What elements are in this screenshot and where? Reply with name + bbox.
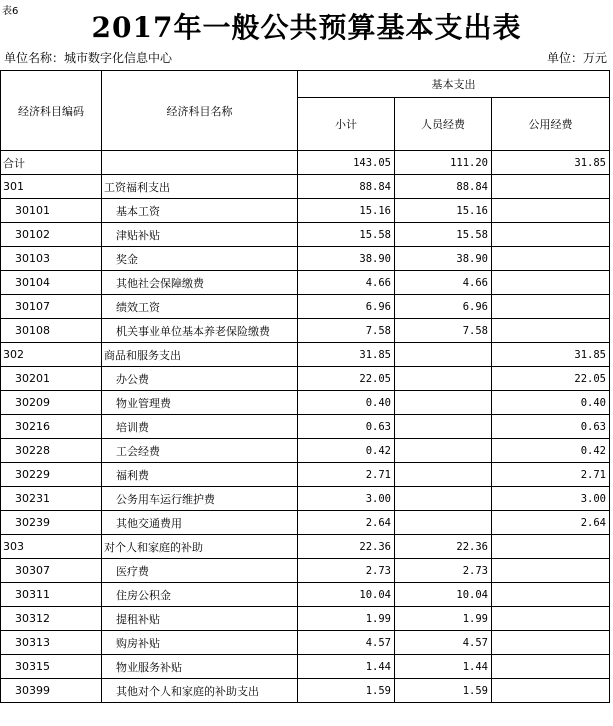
- row-name: 购房补贴: [102, 631, 298, 655]
- row-subtotal: 2.73: [298, 559, 395, 583]
- row-name: 物业管理费: [102, 391, 298, 415]
- row-name: 住房公积金: [102, 583, 298, 607]
- row-name: 机关事业单位基本养老保险缴费: [102, 319, 298, 343]
- row-name: 物业服务补贴: [102, 655, 298, 679]
- row-name: 培训费: [102, 415, 298, 439]
- row-personnel: 10.04: [395, 583, 492, 607]
- row-public: 2.71: [492, 463, 610, 487]
- row-personnel: 4.66: [395, 271, 492, 295]
- row-name: [102, 151, 298, 175]
- row-public: 31.85: [492, 151, 610, 175]
- row-personnel: [395, 511, 492, 535]
- table-row: [1, 319, 610, 343]
- row-subtotal: 2.71: [298, 463, 395, 487]
- row-code: 30312: [1, 607, 102, 631]
- row-personnel: [395, 391, 492, 415]
- row-public: [492, 679, 610, 703]
- row-public: [492, 559, 610, 583]
- row-subtotal: 3.00: [298, 487, 395, 511]
- table-row: [1, 679, 610, 703]
- row-subtotal: 0.40: [298, 391, 395, 415]
- row-subtotal: 1.59: [298, 679, 395, 703]
- table-row: [1, 655, 610, 679]
- row-code: 30108: [1, 319, 102, 343]
- table-row: [1, 367, 610, 391]
- currency-unit-label: 单位：万元: [546, 51, 607, 65]
- table-row: [1, 487, 610, 511]
- row-subtotal: 15.58: [298, 223, 395, 247]
- table-row: [1, 559, 610, 583]
- row-personnel: 7.58: [395, 319, 492, 343]
- row-public: [492, 655, 610, 679]
- table-row: [1, 199, 610, 223]
- row-code: 30102: [1, 223, 102, 247]
- header-name: 经济科目名称: [102, 71, 298, 151]
- row-public: 2.64: [492, 511, 610, 535]
- row-subtotal: 4.66: [298, 271, 395, 295]
- row-subtotal: 143.05: [298, 151, 395, 175]
- header-code: 经济科目编码: [1, 71, 102, 151]
- table-row: [1, 343, 610, 367]
- row-name: 工资福利支出: [102, 175, 298, 199]
- row-public: [492, 175, 610, 199]
- row-subtotal: 22.05: [298, 367, 395, 391]
- table-row: [1, 223, 610, 247]
- row-public: [492, 607, 610, 631]
- row-name: 公务用车运行维护费: [102, 487, 298, 511]
- row-public: [492, 223, 610, 247]
- row-personnel: [395, 415, 492, 439]
- row-code: 30231: [1, 487, 102, 511]
- page-title: 2017年一般公共预算基本支出表: [91, 11, 522, 44]
- row-public: 31.85: [492, 343, 610, 367]
- row-public: 3.00: [492, 487, 610, 511]
- row-personnel: [395, 487, 492, 511]
- row-name: 工会经费: [102, 439, 298, 463]
- row-code: 30104: [1, 271, 102, 295]
- row-personnel: 88.84: [395, 175, 492, 199]
- row-name: 商品和服务支出: [102, 343, 298, 367]
- row-personnel: [395, 439, 492, 463]
- row-code: 30216: [1, 415, 102, 439]
- header-basic-expenditure: 基本支出: [298, 71, 610, 98]
- row-personnel: 111.20: [395, 151, 492, 175]
- row-subtotal: 38.90: [298, 247, 395, 271]
- row-personnel: 38.90: [395, 247, 492, 271]
- header-personnel: 人员经费: [395, 98, 492, 151]
- row-code: 30311: [1, 583, 102, 607]
- header-subtotal: 小计: [298, 98, 395, 151]
- row-code: 30228: [1, 439, 102, 463]
- table-row: [1, 175, 610, 199]
- table-row: [1, 415, 610, 439]
- row-name: 其他交通费用: [102, 511, 298, 535]
- table-row: [1, 631, 610, 655]
- table-row: [1, 463, 610, 487]
- row-public: [492, 271, 610, 295]
- row-code: 30313: [1, 631, 102, 655]
- row-code: 30239: [1, 511, 102, 535]
- row-personnel: [395, 343, 492, 367]
- row-code: 301: [1, 175, 102, 199]
- row-name: 基本工资: [102, 199, 298, 223]
- row-subtotal: 7.58: [298, 319, 395, 343]
- unit-name-label: 单位名称：城市数字化信息中心: [4, 51, 173, 65]
- row-name: 对个人和家庭的补助: [102, 535, 298, 559]
- budget-table: [0, 70, 610, 703]
- row-name: 津贴补贴: [102, 223, 298, 247]
- row-code: 30399: [1, 679, 102, 703]
- row-code: 30101: [1, 199, 102, 223]
- table-row: [1, 439, 610, 463]
- row-public: 0.63: [492, 415, 610, 439]
- row-subtotal: 1.99: [298, 607, 395, 631]
- row-name: 其他社会保障缴费: [102, 271, 298, 295]
- row-personnel: 15.58: [395, 223, 492, 247]
- row-subtotal: 10.04: [298, 583, 395, 607]
- row-personnel: 22.36: [395, 535, 492, 559]
- row-public: [492, 199, 610, 223]
- row-code: 30103: [1, 247, 102, 271]
- row-public: 0.40: [492, 391, 610, 415]
- table-row: [1, 583, 610, 607]
- row-subtotal: 31.85: [298, 343, 395, 367]
- row-public: [492, 247, 610, 271]
- table-row: [1, 295, 610, 319]
- header-public: 公用经费: [492, 98, 610, 151]
- row-name: 奖金: [102, 247, 298, 271]
- row-public: [492, 295, 610, 319]
- row-name: 其他对个人和家庭的补助支出: [102, 679, 298, 703]
- row-subtotal: 0.42: [298, 439, 395, 463]
- table-row: [1, 247, 610, 271]
- row-personnel: 4.57: [395, 631, 492, 655]
- row-public: [492, 319, 610, 343]
- row-personnel: 6.96: [395, 295, 492, 319]
- row-code: 30307: [1, 559, 102, 583]
- row-subtotal: 15.16: [298, 199, 395, 223]
- row-name: 办公费: [102, 367, 298, 391]
- row-code: 30315: [1, 655, 102, 679]
- table-row: [1, 607, 610, 631]
- row-personnel: 2.73: [395, 559, 492, 583]
- row-subtotal: 2.64: [298, 511, 395, 535]
- row-code: 30229: [1, 463, 102, 487]
- row-personnel: 1.99: [395, 607, 492, 631]
- row-subtotal: 6.96: [298, 295, 395, 319]
- table-row: [1, 535, 610, 559]
- row-subtotal: 4.57: [298, 631, 395, 655]
- row-name: 提租补贴: [102, 607, 298, 631]
- row-public: [492, 583, 610, 607]
- row-public: [492, 631, 610, 655]
- row-public: 0.42: [492, 439, 610, 463]
- row-subtotal: 88.84: [298, 175, 395, 199]
- table-row: [1, 391, 610, 415]
- header-row-top: [1, 71, 610, 98]
- row-code: 合计: [1, 151, 102, 175]
- table-row: [1, 151, 610, 175]
- table-row: [1, 271, 610, 295]
- row-code: 30107: [1, 295, 102, 319]
- budget-table-body: [1, 71, 610, 703]
- table-tag: 表6: [2, 6, 19, 17]
- row-code: 30209: [1, 391, 102, 415]
- row-personnel: 15.16: [395, 199, 492, 223]
- row-subtotal: 0.63: [298, 415, 395, 439]
- row-personnel: [395, 367, 492, 391]
- row-subtotal: 22.36: [298, 535, 395, 559]
- table-row: [1, 511, 610, 535]
- row-code: 303: [1, 535, 102, 559]
- row-name: 福利费: [102, 463, 298, 487]
- row-code: 302: [1, 343, 102, 367]
- row-subtotal: 1.44: [298, 655, 395, 679]
- row-personnel: 1.44: [395, 655, 492, 679]
- row-public: 22.05: [492, 367, 610, 391]
- row-name: 绩效工资: [102, 295, 298, 319]
- row-personnel: [395, 463, 492, 487]
- row-name: 医疗费: [102, 559, 298, 583]
- row-code: 30201: [1, 367, 102, 391]
- row-personnel: 1.59: [395, 679, 492, 703]
- row-public: [492, 535, 610, 559]
